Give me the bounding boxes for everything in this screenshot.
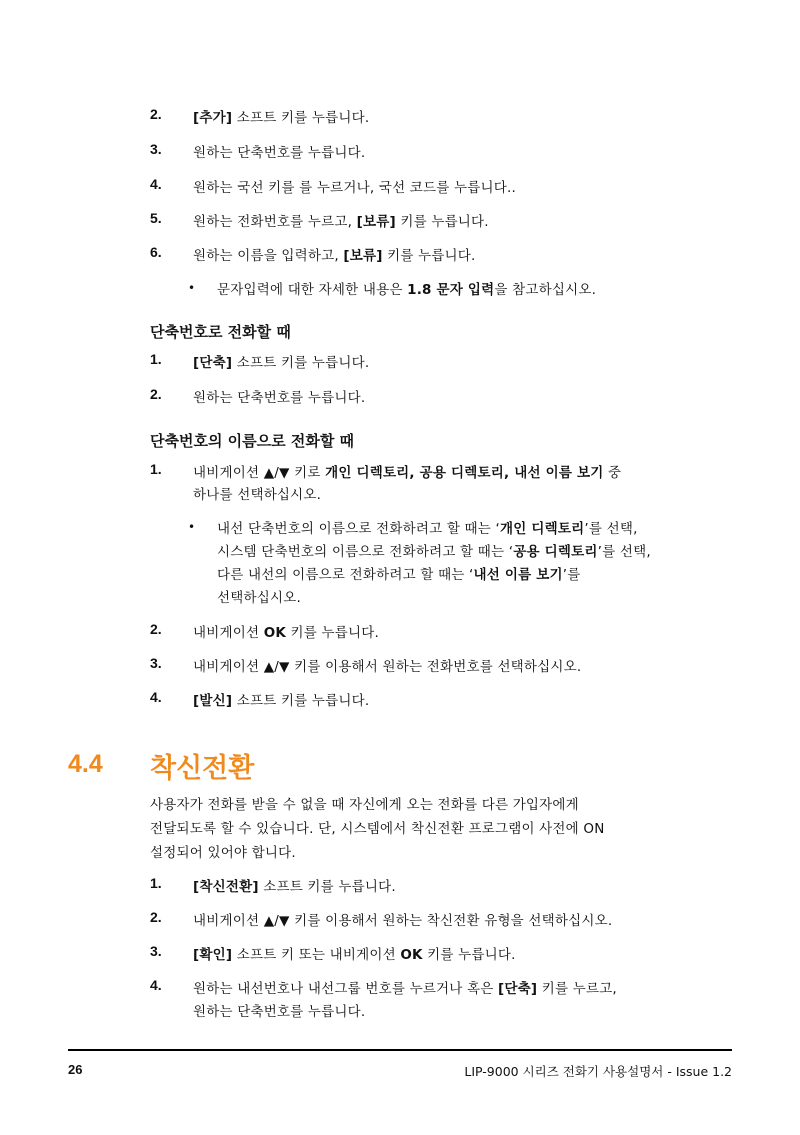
- step-text: [193, 689, 369, 709]
- text-segment: 내비게이션: [193, 625, 264, 641]
- step-number: 3.: [150, 141, 162, 157]
- bullet-dot: •: [188, 281, 196, 295]
- step-text-continued: [193, 483, 321, 503]
- step-number: 2.: [150, 106, 162, 122]
- paragraph-line: 사용자가 전화를 받을 수 없을 때 자신에게 오는 전화를 다른 가입자에게: [150, 797, 579, 813]
- text-segment: 소프트 키 또는 내비게이션: [232, 947, 401, 963]
- text-segment: 을 참고하십시오.: [494, 282, 597, 298]
- page-number: 26: [68, 1062, 83, 1077]
- step-number: 5.: [150, 210, 162, 226]
- text-segment: 내비게이션 ▲/▼ 키를 이용해서 원하는 전화번호를 선택하십시오.: [193, 659, 582, 675]
- text-segment: 키를 누릅니다.: [286, 625, 379, 641]
- text-segment: 내비게이션 ▲/▼ 키로: [193, 465, 326, 481]
- bold-term: [발신]: [193, 693, 233, 709]
- bold-term: [보류]: [356, 214, 396, 230]
- text-segment: 키를 누르고,: [537, 981, 617, 997]
- text-segment: 내비게이션 ▲/▼ 키를 이용해서 원하는 착신전환 유형을 선택하십시오.: [193, 913, 613, 929]
- text-segment: 내선 단축번호의 이름으로 전화하려고 할 때는 ‘: [217, 521, 501, 537]
- text-segment: 원하는 단축번호를 누릅니다.: [193, 145, 366, 161]
- document-title: LIP-9000 시리즈 전화기 사용설명서 - Issue 1.2: [464, 1064, 732, 1079]
- bold-term: 개인 디렉토리, 공용 디렉토리, 내선 이름 보기: [325, 465, 604, 481]
- footer-divider: [68, 1049, 732, 1051]
- text-segment: 원하는 이름을 입력하고,: [193, 248, 344, 264]
- step-text: [193, 351, 369, 371]
- step-text: [193, 141, 365, 161]
- text-segment: 키를 누릅니다.: [395, 214, 489, 230]
- step-text-continued: [193, 1000, 365, 1020]
- bold-term: [단축]: [498, 981, 538, 997]
- bold-term: 1.8 문자 입력: [407, 282, 495, 298]
- step-text: [193, 655, 581, 675]
- step-text: [193, 386, 365, 406]
- bold-term: OK: [400, 947, 423, 963]
- step-number: 1.: [150, 461, 162, 477]
- bullet-text: [217, 278, 596, 298]
- bold-term: 내선 이름 보기: [473, 567, 563, 583]
- text-segment: 원하는 단축번호를 누릅니다.: [193, 1004, 366, 1020]
- text-segment: 키를 누릅니다.: [422, 947, 516, 963]
- section-number: 4.4: [68, 750, 103, 778]
- text-segment: 중: [603, 465, 622, 481]
- bullet-text: [217, 540, 651, 560]
- step-number: 2.: [150, 621, 162, 637]
- text-segment: ’를: [562, 567, 581, 583]
- step-number: 2.: [150, 909, 162, 925]
- step-number: 4.: [150, 977, 162, 993]
- text-segment: ’를 선택,: [584, 521, 638, 537]
- bold-term: 공용 디렉토리: [513, 544, 598, 560]
- text-segment: ’를 선택,: [597, 544, 651, 560]
- step-text: [193, 106, 369, 126]
- step-text: [193, 461, 621, 481]
- text-segment: 원하는 단축번호를 누릅니다.: [193, 390, 366, 406]
- text-segment: 문자입력에 대한 자세한 내용은: [217, 282, 408, 298]
- text-segment: 시스템 단축번호의 이름으로 전화하려고 할 때는 ‘: [217, 544, 514, 560]
- step-number: 6.: [150, 244, 162, 260]
- step-text: [193, 977, 617, 997]
- step-number: 3.: [150, 655, 162, 671]
- step-number: 1.: [150, 875, 162, 891]
- step-text: [193, 244, 476, 264]
- step-number: 3.: [150, 943, 162, 959]
- text-segment: 하나를 선택하십시오.: [193, 487, 322, 503]
- bold-term: 개인 디렉토리: [500, 521, 585, 537]
- step-text: [193, 210, 489, 230]
- step-text: [193, 875, 396, 895]
- bold-term: OK: [263, 625, 287, 641]
- text-segment: 다른 내선의 이름으로 전화하려고 할 때는 ‘: [217, 567, 474, 583]
- bold-term: [단축]: [193, 355, 233, 371]
- text-segment: 키를 누릅니다.: [382, 248, 476, 264]
- text-segment: 원하는 국선 키를 를 누르거나, 국선 코드를 누릅니다..: [193, 180, 516, 196]
- step-number: 1.: [150, 351, 162, 367]
- step-text: [193, 909, 612, 929]
- step-number: 4.: [150, 689, 162, 705]
- section-title: 착신전환: [150, 753, 255, 784]
- bullet-text: [217, 586, 301, 606]
- text-segment: 소프트 키를 누릅니다.: [232, 110, 370, 126]
- text-segment: 소프트 키를 누릅니다.: [232, 693, 370, 709]
- text-segment: 소프트 키를 누릅니다.: [232, 355, 370, 371]
- paragraph-line: 설정되어 있어야 합니다.: [150, 845, 296, 861]
- bold-term: [추가]: [193, 110, 233, 126]
- paragraph-line: 전달되도록 할 수 있습니다. 단, 시스템에서 착신전환 프로그램이 사전에 ON: [150, 821, 605, 837]
- text-segment: 원하는 내선번호나 내선그룹 번호를 누르거나 혹은: [193, 981, 499, 997]
- bullet-text: [217, 517, 638, 537]
- subheading-speed-dial-call: 단축번호로 전화할 때: [150, 323, 291, 341]
- text-segment: 원하는 전화번호를 누르고,: [193, 214, 357, 230]
- bold-term: [확인]: [193, 947, 233, 963]
- step-text: [193, 176, 516, 196]
- bold-term: [보류]: [343, 248, 383, 264]
- text-segment: 선택하십시오.: [217, 590, 301, 606]
- step-number: 4.: [150, 176, 162, 192]
- text-segment: 소프트 키를 누릅니다.: [258, 879, 396, 895]
- step-number: 2.: [150, 386, 162, 402]
- bullet-dot: •: [188, 520, 196, 534]
- bold-term: [착신전환]: [193, 879, 259, 895]
- subheading-speed-dial-name-call: 단축번호의 이름으로 전화할 때: [150, 432, 355, 450]
- bullet-text: [217, 563, 581, 583]
- step-text: [193, 621, 379, 641]
- step-text: [193, 943, 516, 963]
